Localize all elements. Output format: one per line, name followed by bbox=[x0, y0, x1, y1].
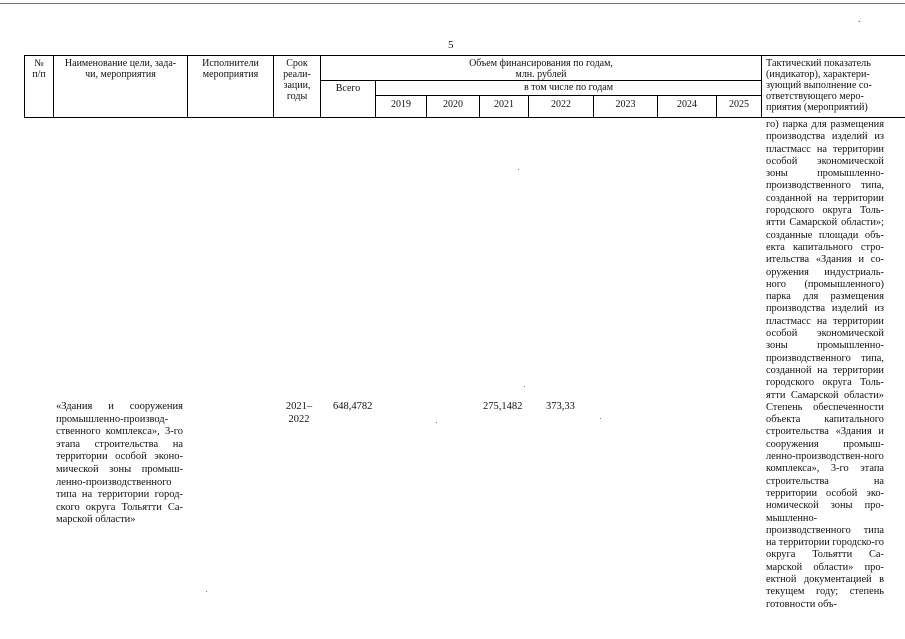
header-year-2019: 2019 bbox=[391, 99, 411, 110]
header-number: № п/п bbox=[32, 58, 46, 80]
row-2022: 373,33 bbox=[546, 401, 575, 412]
header-total: Всего bbox=[335, 83, 361, 94]
row-name: «Здания и сооружения промышленно-производ-ственного комплекса», 3-го этапа строительства на территории особой эконо-мической зоны промыш-ленно-производственного типа на территории город-ского округа Тольятти Са-марской области» bbox=[56, 401, 183, 526]
row-total: 648,4782 bbox=[333, 401, 373, 412]
row-2021: 275,1482 bbox=[483, 401, 523, 412]
scan-speck bbox=[600, 418, 601, 419]
header-executors: Исполнители мероприятия bbox=[202, 58, 259, 80]
header-year-2024: 2024 bbox=[677, 99, 697, 110]
header-indicator: Тактический показатель (индикатор), характери- зующий выполнение со- ответствующего меро- приятия (мероприятий) bbox=[766, 58, 872, 113]
row-term: 2021– 2022 bbox=[285, 401, 313, 425]
header-including: в том числе по годам bbox=[523, 82, 614, 93]
header-year-2021: 2021 bbox=[494, 99, 514, 110]
header-term: Срок реали- зации, годы bbox=[283, 58, 311, 102]
scan-speck bbox=[524, 386, 525, 387]
header-financing: Объем финансирования по годам, млн. рублей bbox=[469, 58, 613, 80]
corner-mark: . bbox=[858, 14, 861, 25]
row-indicator: го) парка для размещения производства изделий из пластмасс на территории особой экономической зоны промышленно-производственного типа, созданной на территории городского округа Толь-ятти Самарской области»; созданные площади объ-екта капитального стро-ительства «Здания и со-оружения индустриаль-ного (промышленного) парка для размещения производства изделий из пластмасс на территории особой экономической зоны промышленно-производственного типа, созданной на территории городского округа Толь-ятти Самарской области» Степень обеспеченности объекта капитального строительства «Здания и сооружения промыш-ленно-производствен-ного комплекса», 3-го этапа строительства на территории особой эко-номической зоны про-мышленно-производственного типа на территории городско-го округа Тольятти Са-марской области» про-ектной документацией в текущем году; степень готовности объ- bbox=[766, 119, 884, 610]
scan-speck bbox=[518, 169, 519, 170]
scan-speck bbox=[436, 422, 437, 423]
scan-edge-line bbox=[0, 3, 905, 4]
header-name: Наименование цели, зада- чи, мероприятия bbox=[64, 58, 177, 80]
header-year-2022: 2022 bbox=[551, 99, 571, 110]
header-year-2020: 2020 bbox=[443, 99, 463, 110]
header-year-2023: 2023 bbox=[615, 99, 636, 110]
header-year-2025: 2025 bbox=[729, 99, 749, 110]
page-number: 5 bbox=[448, 39, 454, 51]
scan-speck bbox=[206, 591, 207, 592]
